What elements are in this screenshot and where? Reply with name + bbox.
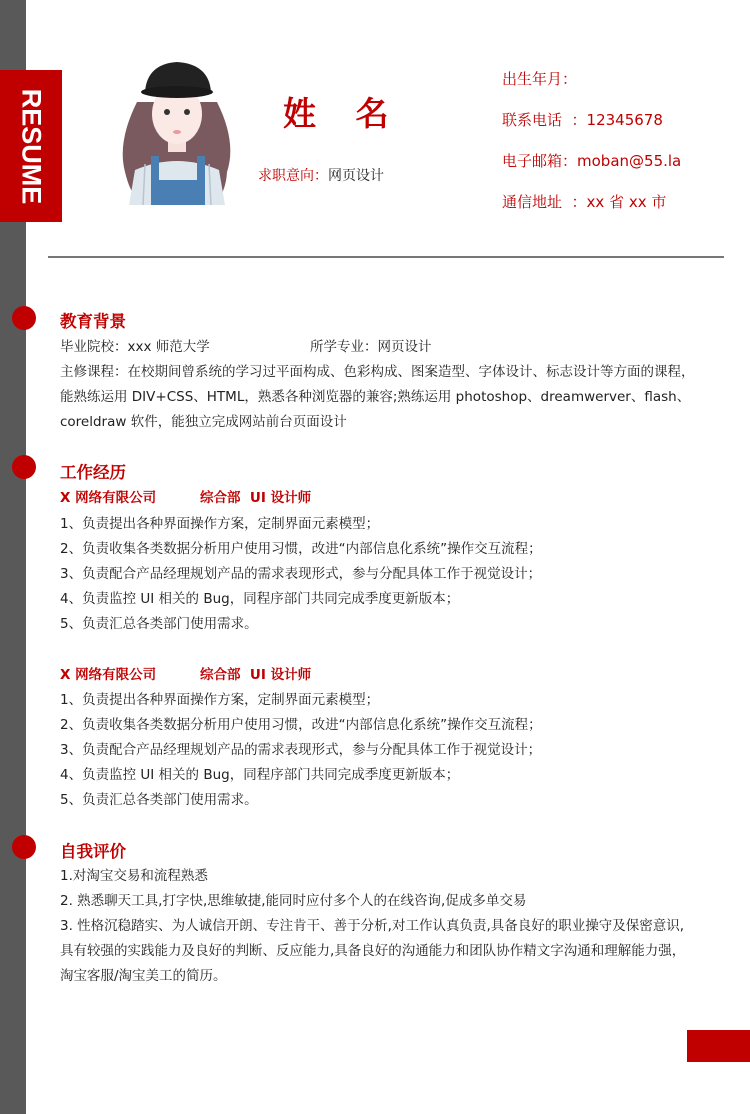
section-title-self-eval: 自我评价	[60, 842, 126, 861]
avatar	[107, 52, 248, 205]
section-bullet-icon	[12, 306, 36, 330]
job-duty: 5、负责汇总各类部门使用需求。	[60, 792, 258, 808]
section-title-education: 教育背景	[60, 312, 126, 331]
header-divider	[48, 256, 724, 258]
job-dept-title: 综合部 UI 设计师	[200, 667, 312, 683]
job-company: X 网络有限公司	[60, 667, 157, 683]
self-eval-line: 具有较强的实践能力及良好的判断、反应能力,具备良好的沟通能力和团队协作精文字沟通和理解能力强，	[60, 943, 686, 959]
self-eval-line: 1.对淘宝交易和流程熟悉	[60, 868, 208, 884]
job-duty: 2、负责收集各类数据分析用户使用习惯，改进“内部信息化系统”操作交互流程；	[60, 541, 542, 557]
section-bullet-icon	[12, 455, 36, 479]
job-duty: 4、负责监控 UI 相关的 Bug，同程序部门共同完成季度更新版本；	[60, 767, 460, 783]
job-duty: 4、负责监控 UI 相关的 Bug，同程序部门共同完成季度更新版本；	[60, 591, 460, 607]
job-duty: 5、负责汇总各类部门使用需求。	[60, 616, 258, 632]
job-company: X 网络有限公司	[60, 490, 157, 506]
education-major: 所学专业：网页设计	[310, 339, 432, 355]
job-dept-title: 综合部 UI 设计师	[200, 490, 312, 506]
contact-phone: 联系电话 ：12345678	[502, 111, 663, 129]
candidate-name: 姓 名	[283, 94, 403, 133]
contact-birth: 出生年月：	[502, 70, 578, 88]
job-intent	[258, 165, 384, 185]
resume-label-block	[0, 70, 62, 222]
self-eval-line: 2. 熟悉聊天工具,打字快,思维敏捷,能同时应付多个人的在线咨询,促成多单交易	[60, 893, 527, 909]
self-eval-line: 淘宝客服/淘宝美工的简历。	[60, 968, 227, 984]
self-eval-line: 3. 性格沉稳踏实、为人诚信开朗、专注肯干、善于分析,对工作认真负责,具备良好的职业操守及保密意识,	[60, 918, 685, 934]
contact-address: 通信地址 ：xx 省 xx 市	[502, 193, 667, 211]
job-duty: 2、负责收集各类数据分析用户使用习惯，改进“内部信息化系统”操作交互流程；	[60, 717, 542, 733]
education-line: coreldraw 软件，能独立完成网站前台页面设计	[60, 414, 347, 430]
education-line: 能熟练运用 DIV+CSS、HTML，熟悉各种浏览器的兼容;熟练运用 photoshop、dreamwerver、flash、	[60, 389, 691, 405]
section-bullet-icon	[12, 835, 36, 859]
job-duty: 3、负责配合产品经理规划产品的需求表现形式，参与分配具体工作于视觉设计；	[60, 742, 542, 758]
job-duty: 1、负责提出各种界面操作方案，定制界面元素模型；	[60, 516, 380, 532]
resume-label: RESUME	[16, 88, 47, 204]
job-intent-value: 网页设计	[328, 168, 384, 184]
contact-email: 电子邮箱：moban@55.la	[502, 152, 682, 170]
job-header	[60, 663, 312, 683]
avatar-illustration-icon	[107, 52, 248, 205]
job-header	[60, 486, 312, 506]
education-line: 主修课程：在校期间曾系统的学习过平面构成、色彩构成、图案造型、字体设计、标志设计等方面的课程，	[60, 364, 695, 380]
section-title-work: 工作经历	[60, 463, 126, 482]
decorative-corner-block	[687, 1030, 750, 1062]
job-duty: 3、负责配合产品经理规划产品的需求表现形式，参与分配具体工作于视觉设计；	[60, 566, 542, 582]
education-school: 毕业院校：xxx 师范大学	[60, 339, 210, 355]
job-intent-label: 求职意向：	[258, 168, 328, 184]
job-duty: 1、负责提出各种界面操作方案，定制界面元素模型；	[60, 692, 380, 708]
contact-info	[502, 68, 681, 232]
